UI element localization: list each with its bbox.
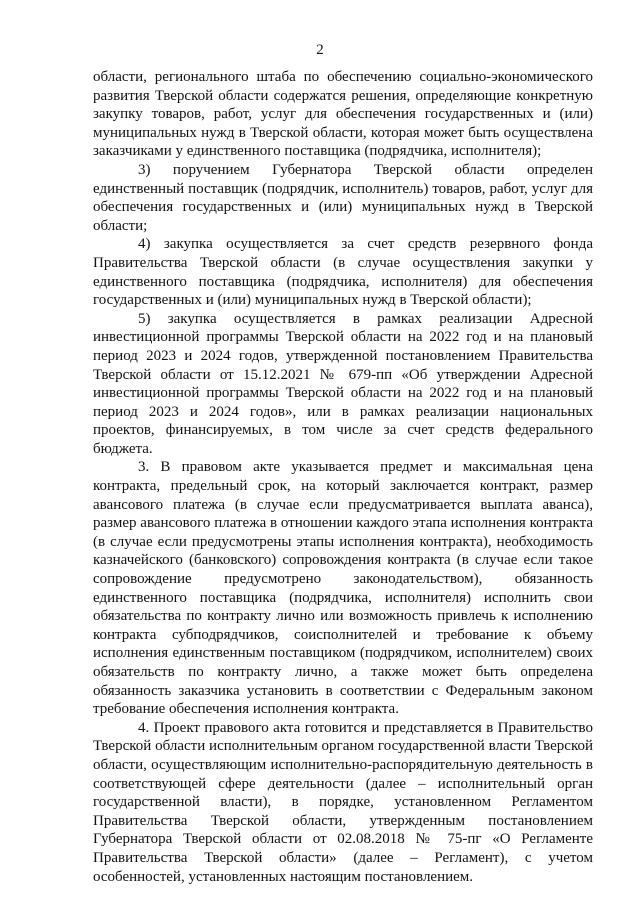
paragraph-item-4: 4) закупка осуществляется за счет средств резервного фонда Правительства Тверской области (в случае осуществления закупки у единственного поставщика (подрядчика, исполнителя) для обеспечения государственных и (или) муниципальных нужд в Тверской области); (93, 236, 593, 309)
paragraph-section-4: 4. Проект правового акта готовится и представляется в Правительство Тверской области исполнительным органом государственной власти Тверской области, осуществляющим исполнительно-распорядительную деятельность в соответствующей сфере деятельности (далее – исполнительный орган государственной власти), в порядке, установленном Регламентом Правительства Тверской области, утвержденным постановлением Губернатора Тверской области от 02.08.2018 № 75-пг «О Регламенте Правительства Тверской области» (далее – Регламент), с учетом особенностей, установленных настоящим постановлением. (93, 719, 593, 885)
paragraph-section-3: 3. В правовом акте указывается предмет и максимальная цена контракта, предельный срок, на который заключается контракт, размер авансового платежа (в случае если предусматривается выплата аванса), размер авансового платежа в отношении каждого этапа исполнения контракта (в случае если предусмотрены этапы исполнения контракта), необходимость казначейского (банковского) сопровождения контракта (в случае если такое сопровождение предусмотрено законодательством), обязанность единственного поставщика (подрядчика, исполнителя) исполнить свои обязательства по контракту лично или возможность привлечь к исполнению контракта субподрядчиков, соисполнителей и требование к объему исполнения единственным поставщиком (подрядчиком, исполнителем) своих обязательств по контракту лично, а также может быть определена обязанность заказчика установить в соответствии с Федеральным законом требование обеспечения исполнения контракта. (93, 459, 593, 718)
paragraph-item-5: 5) закупка осуществляется в рамках реализации Адресной инвестиционной программы Тверской области на 2022 год и на плановый период 2023 и 2024 годов, утвержденной постановлением Правительства Тверской области от 15.12.2021 № 679-пп «Об утверждении Адресной инвестиционной программы Тверской области на 2022 год и на плановый период 2023 и 2024 годов», или в рамках реализации национальных проектов, финансируемых, в том числе за счет средств федерального бюджета. (93, 310, 593, 457)
document-body (93, 68, 593, 886)
paragraph-continuation: области, регионального штаба по обеспечению социально-экономического развития Тверской области содержатся решения, определяющие конкретную закупку товаров, работ, услуг для обеспечения государственных и (или) муниципальных нужд в Тверской области, которая может быть осуществлена заказчиками у единственного поставщика (подрядчика, исполнителя); (93, 69, 593, 160)
page-number: 2 (316, 42, 324, 58)
paragraph-item-3: 3) поручением Губернатора Тверской области определен единственный поставщик (подрядчик, исполнитель) товаров, работ, услуг для обеспечения государственных и (или) муниципальных нужд в Тверской области; (93, 161, 593, 234)
